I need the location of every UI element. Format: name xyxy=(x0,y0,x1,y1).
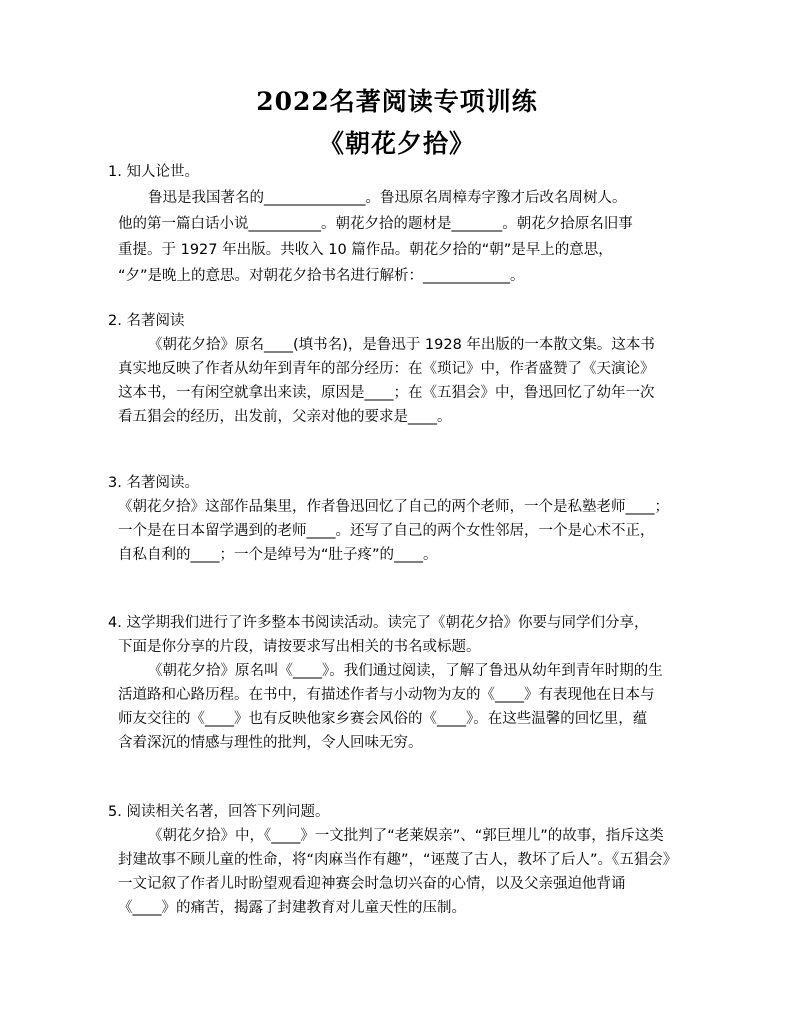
question-2-heading: 2. 名著阅读 xyxy=(108,313,185,329)
question-3-line: 自私自利的____；一个是绰号为“肚子疼”的____。 xyxy=(118,547,438,563)
question-1-heading: 1. 知人论世。 xyxy=(108,164,199,180)
question-4-line: 活道路和心路历程。在书中，有描述作者与小动物为友的《____》有表现他在日本与 xyxy=(118,687,655,703)
question-4-line: 含着深沉的情感与理性的批判，令人回味无穷。 xyxy=(118,735,423,751)
question-1-line: “夕”是晚上的意思。对朝花夕拾书名进行解析：____________。 xyxy=(118,268,525,284)
question-2-line: 真实地反映了作者从幼年到青年的部分经历：在《琐记》中，作者盛赞了《天演论》 xyxy=(118,361,655,377)
question-3-line: 一个是在日本留学遇到的老师____。还写了自己的两个女性邻居，一个是心术不正， xyxy=(118,523,655,539)
document-subtitle: 《朝花夕拾》 xyxy=(318,129,475,158)
question-5-line: 《朝花夕拾》中，《____》一文批判了“老莱娱亲”、“郭巨埋儿”的故事，指斥这类 xyxy=(148,828,664,844)
question-5-line: 一文记叙了作者儿时盼望观看迎神赛会时急切兴奋的心情，以及父亲强迫他背诵 xyxy=(118,876,626,892)
question-5-line: 《____》的痛苦，揭露了封建教育对儿童天性的压制。 xyxy=(118,900,466,916)
question-3-heading: 3. 名著阅读。 xyxy=(108,475,199,491)
question-5-heading: 5. 阅读相关名著，回答下列问题。 xyxy=(108,804,330,820)
question-4-line: 《朝花夕拾》原名叫《____》。我们通过阅读，了解了鲁迅从幼年到青年时期的生 xyxy=(148,663,663,679)
question-2-line: 这本书，一有闲空就拿出来读，原因是____；在《五猖会》中，鲁迅回忆了幼年一次 xyxy=(118,385,655,401)
question-1-line: 他的第一篇白话小说__________。朝花夕拾的题材是_______。朝花夕拾原名旧事 xyxy=(118,216,633,232)
question-3-line: 《朝花夕拾》这部作品集里，作者鲁迅回忆了自己的两个老师，一个是私塾老师____； xyxy=(118,499,669,515)
question-1-line: 鲁迅是我国著名的______________。鲁迅原名周樟寿字豫才后改名周树人。 xyxy=(148,190,627,206)
document-title: 2022名著阅读专项训练 xyxy=(256,87,538,116)
question-2-line: 《朝花夕拾》原名____(填书名)，是鲁迅于 1928 年出版的一本散文集。这本书 xyxy=(148,337,655,353)
question-5-line: 封建故事不顾儿童的性命，将“肉麻当作有趣”，“诬蔑了古人，教坏了后人”。《五猖会》 xyxy=(118,852,678,868)
question-1-line: 重提。于 1927 年出版。共收入 10 篇作品。朝花夕拾的“朝”是早上的意思， xyxy=(118,242,613,258)
question-4-heading: 4. 这学期我们进行了许多整本书阅读活动。读完了《朝花夕拾》你要与同学们分享， xyxy=(108,615,649,631)
question-2-line: 看五猖会的经历，出发前，父亲对他的要求是____。 xyxy=(118,409,452,425)
question-4-line: 师友交往的《____》也有反映他家乡赛会风俗的《____》。在这些温馨的回忆里，蕴 xyxy=(118,711,648,727)
question-4-line: 下面是你分享的片段，请按要求写出相关的书名或标题。 xyxy=(118,639,481,655)
